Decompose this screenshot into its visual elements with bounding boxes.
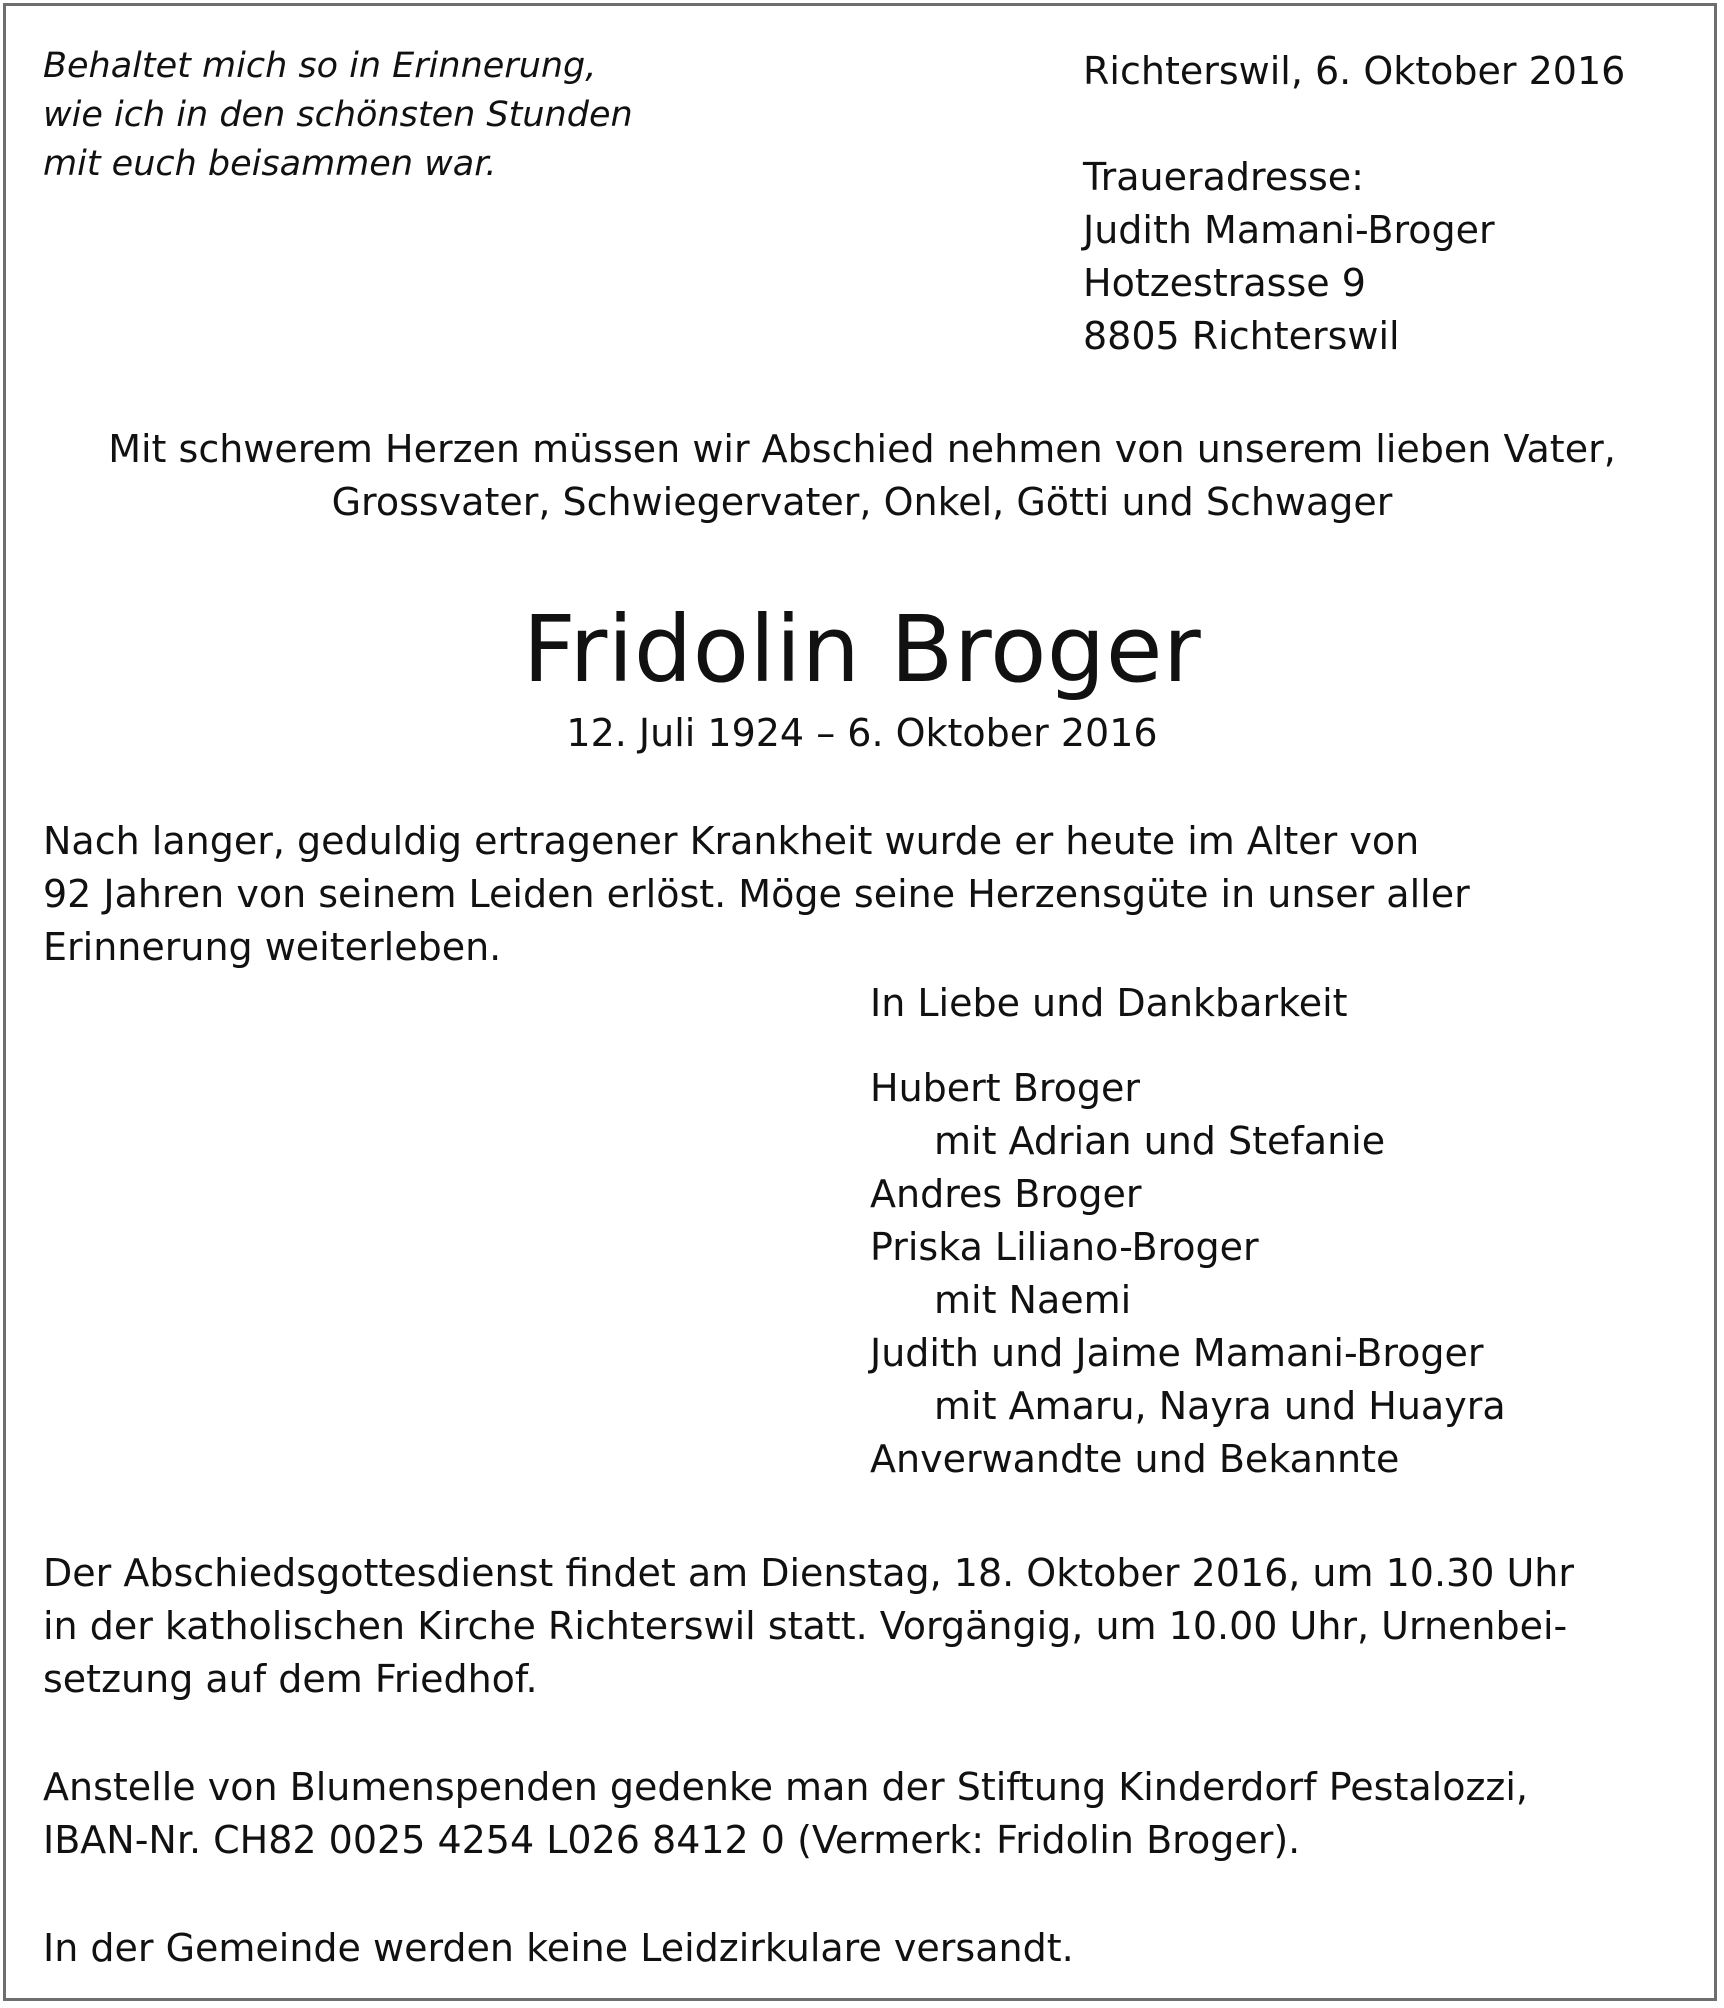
family-member-children: mit Amaru, Nayra und Huayra (934, 1384, 1506, 1428)
message-line: 92 Jahren von seinem Leiden erlöst. Möge seine Herzensgüte in unser aller (43, 872, 1470, 916)
intro-line: Grossvater, Schwiegervater, Onkel, Götti und Schwager (331, 480, 1393, 524)
motto-line: wie ich in den schönsten Stunden (43, 95, 633, 135)
message-text (43, 815, 1470, 974)
address-line: Hotzestrasse 9 (1083, 261, 1366, 305)
family-member: Judith und Jaime Mamani-Broger (870, 1331, 1484, 1375)
message-line: Nach langer, geduldig ertragener Krankheit wurde er heute im Alter von (43, 819, 1420, 863)
motto-line: mit euch beisammen war. (43, 144, 497, 184)
donation-line: Anstelle von Blumenspenden gedenke man der Stiftung Kinderdorf Pestalozzi, (43, 1765, 1529, 1809)
address-line: Judith Mamani-Broger (1083, 208, 1495, 252)
service-line: Der Abschiedsgottesdienst findet am Dienstag, 18. Oktober 2016, um 10.30 Uhr (43, 1551, 1574, 1595)
address-label: Traueradresse: (1083, 155, 1364, 199)
service-line: setzung auf dem Friedhof. (43, 1657, 538, 1701)
family-member: Hubert Broger (870, 1066, 1140, 1110)
service-info (43, 1547, 1574, 1706)
deceased-name: Fridolin Broger (522, 596, 1202, 703)
signoff: In Liebe und Dankbarkeit (870, 981, 1348, 1025)
motto-quote (43, 42, 633, 189)
donation-info (43, 1761, 1528, 1867)
donation-line: IBAN-Nr. CH82 0025 4254 L026 8412 0 (Vermerk: Fridolin Broger). (43, 1818, 1301, 1862)
life-dates: 12. Juli 1924 – 6. Oktober 2016 (566, 711, 1158, 755)
spacer (1083, 98, 1625, 151)
mourning-address-block (1083, 45, 1625, 363)
family-list (870, 1062, 1506, 1486)
family-member: Priska Liliano-Broger (870, 1225, 1259, 1269)
family-member: Andres Broger (870, 1172, 1142, 1216)
service-line: in der katholischen Kirche Richterswil statt. Vorgängig, um 10.00 Uhr, Urnenbei- (43, 1604, 1568, 1648)
family-member-children: mit Naemi (934, 1278, 1132, 1322)
message-line: Erinnerung weiterleben. (43, 925, 502, 969)
circular-notice: In der Gemeinde werden keine Leidzirkulare versandt. (43, 1926, 1074, 1970)
family-member: Anverwandte und Bekannte (870, 1437, 1400, 1481)
family-member-children: mit Adrian und Stefanie (934, 1119, 1386, 1163)
intro-text (0, 423, 1724, 529)
place-date: Richterswil, 6. Oktober 2016 (1083, 49, 1626, 93)
intro-line: Mit schwerem Herzen müssen wir Abschied nehmen von unserem lieben Vater, (108, 427, 1616, 471)
address-line: 8805 Richterswil (1083, 314, 1400, 358)
motto-line: Behaltet mich so in Erinnerung, (43, 46, 597, 86)
